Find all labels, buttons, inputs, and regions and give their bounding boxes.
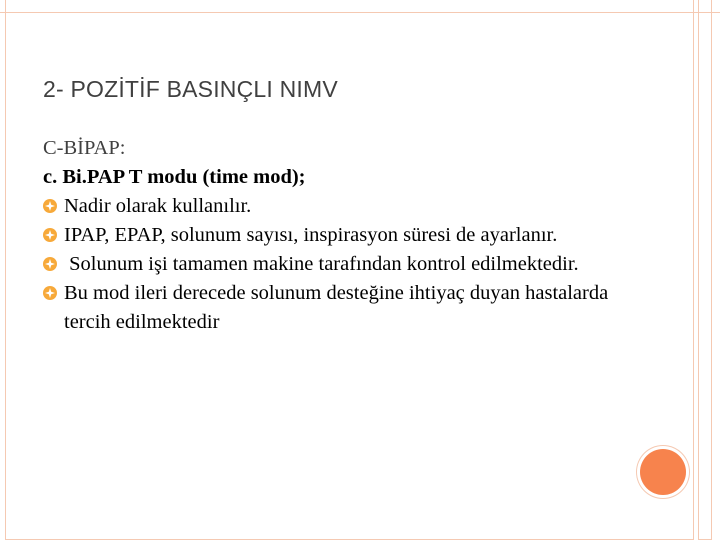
bullet-text: Nadir olarak kullanılır. (64, 195, 252, 217)
bullet-text: IPAP, EPAP, solunum sayısı, inspirasyon süresi de ayarlanır. (64, 224, 558, 246)
compass-star-icon (43, 199, 57, 213)
compass-star-icon (43, 286, 57, 300)
top-rule (0, 12, 720, 13)
bullet-list (43, 192, 623, 337)
bullet-item (43, 192, 623, 221)
slide-content (43, 134, 623, 337)
slide-title: 2- POZİTİF BASINÇLI NIMV (43, 76, 338, 102)
bullet-item (43, 250, 623, 279)
bullet-text: Bu mod ileri derecede solunum desteğine ihtiyaç duyan hastalarda tercih edilmektedir (64, 282, 609, 333)
slide-side-bar (698, 0, 712, 540)
bullet-item (43, 279, 623, 337)
compass-star-icon (43, 257, 57, 271)
slide-subtitle: C-BİPAP: (43, 137, 126, 159)
bullet-item (43, 221, 623, 250)
bullet-text: Solunum işi tamamen makine tarafından kontrol edilmektedir. (64, 253, 579, 275)
section-heading: c. Bi.PAP T modu (time mod); (43, 166, 306, 188)
decorative-circle (640, 449, 686, 495)
compass-star-icon (43, 228, 57, 242)
